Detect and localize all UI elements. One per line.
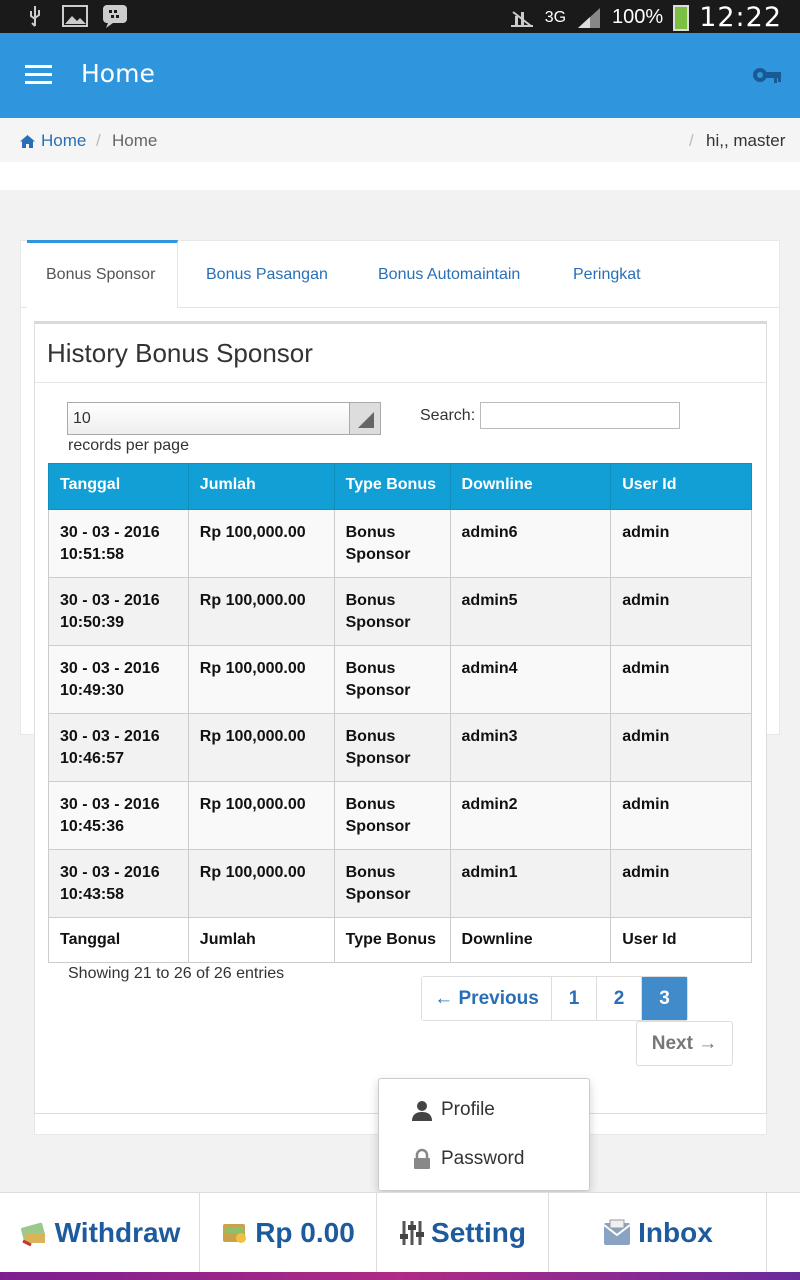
menu-item-password-label: Password	[441, 1148, 525, 1169]
breadcrumb-home-label: Home	[41, 131, 87, 150]
breadcrumb	[0, 118, 800, 162]
key-icon[interactable]	[752, 65, 782, 85]
table-row	[49, 578, 752, 646]
tab-bonus-automaintain[interactable]: Bonus Automaintain	[378, 266, 521, 283]
setting-label: Setting	[431, 1217, 526, 1248]
cell-tanggal: 30 - 03 - 2016 10:51:58	[49, 510, 189, 578]
cell-type-bonus: Bonus Sponsor	[334, 850, 450, 918]
showing-entries: Showing 21 to 26 of 26 entries	[68, 965, 285, 982]
bottom-navigation	[0, 1192, 800, 1272]
column-header-downline[interactable]: Downline	[450, 464, 611, 510]
user-dropdown-menu	[378, 1078, 590, 1191]
footer-jumlah: Jumlah	[188, 918, 334, 963]
balance-button[interactable]	[200, 1193, 377, 1273]
withdraw-icon	[19, 1219, 49, 1247]
cell-user-id: admin	[611, 646, 752, 714]
cell-jumlah: Rp 100,000.00	[188, 646, 334, 714]
cell-type-bonus: Bonus Sponsor	[334, 714, 450, 782]
footer-downline: Downline	[450, 918, 611, 963]
cell-tanggal: 30 - 03 - 2016 10:46:57	[49, 714, 189, 782]
balance-label: Rp 0.00	[255, 1217, 355, 1248]
cell-downline: admin5	[450, 578, 611, 646]
cell-downline: admin6	[450, 510, 611, 578]
app-title: Home	[81, 59, 155, 88]
no-signal-icon	[509, 6, 535, 30]
inbox-icon	[602, 1219, 632, 1247]
cell-type-bonus: Bonus Sponsor	[334, 782, 450, 850]
page-2-button[interactable]: 2	[597, 977, 642, 1020]
cell-user-id: admin	[611, 714, 752, 782]
gallery-icon	[62, 4, 88, 28]
bonus-tabs	[20, 240, 780, 308]
settings-sliders-icon	[399, 1219, 425, 1247]
page-1-button[interactable]: 1	[552, 977, 597, 1020]
battery-percent: 100%	[612, 6, 664, 28]
setting-button[interactable]	[377, 1193, 549, 1273]
breadcrumb-home-link[interactable]	[20, 131, 86, 151]
bonus-table	[48, 463, 752, 963]
next-button[interactable]: Next →	[636, 1021, 733, 1066]
footer-type-bonus: Type Bonus	[334, 918, 450, 963]
status-bar	[0, 0, 800, 33]
divider	[35, 382, 766, 383]
tab-bonus-sponsor[interactable]: Bonus Sponsor	[27, 240, 178, 308]
page-size-select[interactable]	[67, 402, 381, 435]
column-header-user-id[interactable]: User Id	[611, 464, 752, 510]
cell-user-id: admin	[611, 850, 752, 918]
menu-item-profile[interactable]	[411, 1099, 495, 1121]
cell-tanggal: 30 - 03 - 2016 10:50:39	[49, 578, 189, 646]
menu-item-password[interactable]	[411, 1148, 524, 1170]
column-header-type-bonus[interactable]: Type Bonus	[334, 464, 450, 510]
cell-user-id: admin	[611, 510, 752, 578]
lock-icon	[411, 1148, 433, 1170]
pagination	[421, 976, 688, 1021]
cell-jumlah: Rp 100,000.00	[188, 578, 334, 646]
inbox-button[interactable]	[549, 1193, 767, 1273]
column-header-tanggal[interactable]: Tanggal	[49, 464, 189, 510]
panel-title: History Bonus Sponsor	[47, 338, 313, 368]
table-row	[49, 646, 752, 714]
clock: 12:22	[699, 2, 782, 33]
table-row	[49, 510, 752, 578]
tab-peringkat[interactable]: Peringkat	[573, 266, 641, 283]
withdraw-button[interactable]	[0, 1193, 200, 1273]
spacer	[0, 162, 800, 190]
bbm-icon	[102, 4, 128, 28]
page-size-value: 10	[73, 410, 91, 427]
bottom-accent-bar	[0, 1272, 800, 1280]
cell-type-bonus: Bonus Sponsor	[334, 646, 450, 714]
breadcrumb-separator: /	[96, 131, 101, 150]
cell-type-bonus: Bonus Sponsor	[334, 578, 450, 646]
cell-downline: admin1	[450, 850, 611, 918]
cell-downline: admin3	[450, 714, 611, 782]
cell-tanggal: 30 - 03 - 2016 10:43:58	[49, 850, 189, 918]
user-greeting[interactable]: hi,, master	[706, 131, 786, 150]
search-input[interactable]	[480, 402, 680, 429]
table-row	[49, 782, 752, 850]
cell-jumlah: Rp 100,000.00	[188, 714, 334, 782]
cell-jumlah: Rp 100,000.00	[188, 510, 334, 578]
dropdown-arrow-icon	[349, 403, 380, 434]
cell-jumlah: Rp 100,000.00	[188, 782, 334, 850]
table-row	[49, 850, 752, 918]
table-row	[49, 714, 752, 782]
search-label: Search:	[420, 407, 476, 424]
previous-button[interactable]: ← Previous	[422, 977, 552, 1020]
page-3-button[interactable]: 3	[642, 977, 687, 1020]
records-per-page-label: records per page	[68, 437, 189, 454]
usb-icon	[22, 4, 48, 28]
inbox-label: Inbox	[638, 1217, 713, 1248]
footer-tanggal: Tanggal	[49, 918, 189, 963]
menu-icon[interactable]	[25, 65, 52, 85]
battery-icon	[673, 5, 689, 31]
table-footer-row	[49, 918, 752, 963]
table-header-row	[49, 464, 752, 510]
wallet-icon	[221, 1220, 249, 1246]
withdraw-label: Withdraw	[54, 1217, 181, 1248]
menu-item-profile-label: Profile	[441, 1099, 495, 1120]
tab-bonus-pasangan[interactable]: Bonus Pasangan	[206, 266, 328, 283]
cell-type-bonus: Bonus Sponsor	[334, 510, 450, 578]
cell-downline: admin4	[450, 646, 611, 714]
cell-tanggal: 30 - 03 - 2016 10:45:36	[49, 782, 189, 850]
cell-downline: admin2	[450, 782, 611, 850]
footer-user-id: User Id	[611, 918, 752, 963]
home-icon	[20, 135, 35, 148]
signal-icon	[576, 6, 602, 30]
cell-jumlah: Rp 100,000.00	[188, 850, 334, 918]
breadcrumb-current: Home	[112, 131, 158, 150]
cell-user-id: admin	[611, 782, 752, 850]
breadcrumb-separator: /	[689, 131, 694, 150]
network-type: 3G	[544, 8, 567, 26]
app-bar	[0, 33, 800, 118]
user-icon	[411, 1099, 433, 1121]
cell-tanggal: 30 - 03 - 2016 10:49:30	[49, 646, 189, 714]
column-header-jumlah[interactable]: Jumlah	[188, 464, 334, 510]
cell-user-id: admin	[611, 578, 752, 646]
